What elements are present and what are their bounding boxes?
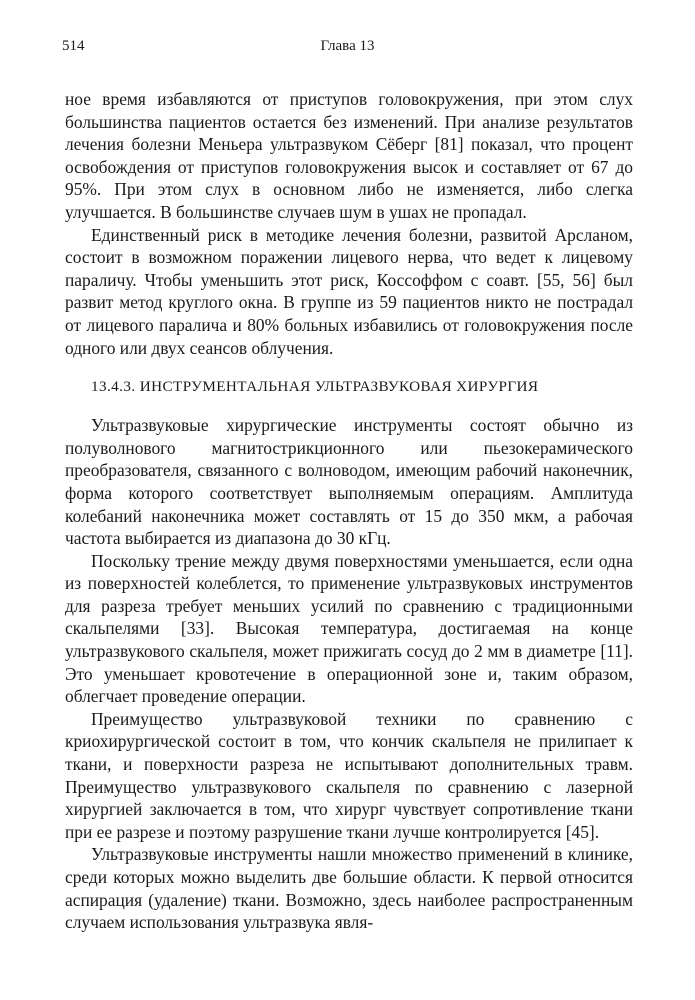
paragraph: Единственный риск в методике лечения болезни, развитой Арсланом, состоит в возможном поражении лицевого нерва, что ведет к лицевому параличу. Чтобы уменьшить этот риск, Коссоффом с соавт. [55, 56] был развит метод круглого окна. В группе из 59 пациентов никто не пострадал от лицевого паралича и 80% больных избавились от головокружения после одного или двух сеансов облучения. xyxy=(65,224,633,358)
paragraph: Ультразвуковые хирургические инструменты состоят обычно из полуволнового магнитострикционного или пьезокерамического преобразователя, связанного с волноводом, имеющим рабочий наконечник, форма которого соответствует выполняемым операциям. Амплитуда колебаний наконечника может составлять от 15 до 350 мкм, а рабочая частота выбирается из диапазона до 30 кГц. xyxy=(65,415,633,549)
running-head: Глава 13 xyxy=(320,38,375,54)
body-text xyxy=(65,88,633,934)
page-number: 514 xyxy=(62,38,85,54)
section-heading: 13.4.3. ИНСТРУМЕНТАЛЬНАЯ УЛЬТРАЗВУКОВАЯ ХИРУРГИЯ xyxy=(91,378,539,396)
paragraph-continued: ное время избавляются от приступов головокружения, при этом слух большинства пациентов остается без изменений. При анализе результатов лечения болезни Меньера ультразвуком Сёберг [81] показал, что процент освобождения от приступов головокружения высок и составляет от 67 до 95%. При этом слух в основном либо не изменяется, либо слегка улучшается. В большинстве случаев шум в ушах не пропадал. xyxy=(65,89,633,222)
paragraph: Поскольку трение между двумя поверхностями уменьшается, если одна из поверхностей колеблется, то применение ультразвуковых инструментов для разреза требует меньших усилий по сравнению с традиционными скальпелями [33]. Высокая температура, достигаемая на конце ультразвукового скальпеля, может прижигать сосуд до 2 мм в диаметре [11]. Это уменьшает кровотечение в операционной зоне и, таким образом, облегчает проведение операции. xyxy=(65,550,633,707)
paragraph: Преимущество ультразвуковой техники по сравнению с криохирургической состоит в том, что кончик скальпеля не прилипает к ткани, и поверхности разреза не испытывают дополнительных травм. Преимущество ультразвукового скальпеля по сравнению с лазерной хирургией заключается в том, что хирург чувствует сопротивление ткани при ее разрезе и поэтому разрушение ткани лучше контролируется [45]. xyxy=(65,708,633,842)
paragraph: Ультразвуковые инструменты нашли множество применений в клинике, среди которых можно выделить две большие области. К первой относится аспирация (удаление) ткани. Возможно, здесь наиболее распространенным случаем использования ультразвука явля- xyxy=(65,844,633,933)
